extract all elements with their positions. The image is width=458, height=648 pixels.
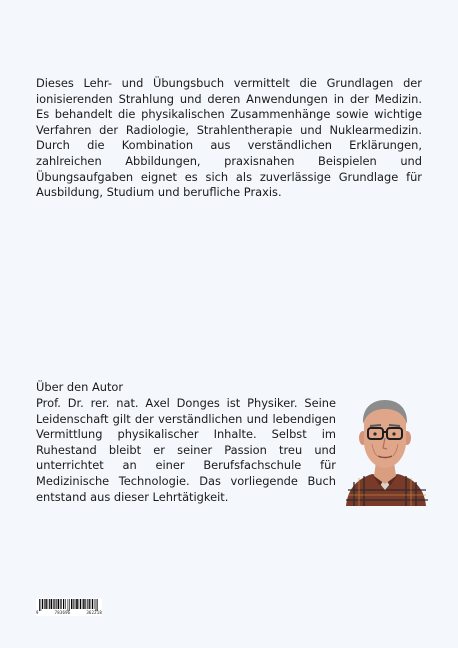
author-portrait-illustration — [342, 394, 428, 506]
about-author-heading: Über den Autor — [36, 380, 124, 394]
barcode-digit-middle: 783696 — [54, 610, 71, 615]
barcode-digits — [36, 610, 102, 615]
barcode-digit-right: 362218 — [86, 610, 102, 615]
back-cover-blurb: Dieses Lehr- und Übungsbuch vermittelt die Grundlagen der ionisierenden Strahlung und deren Anwendungen in der Medizin. Es behandelt die physikalischen Zusammenhänge sowie wichtige Verfahren der Radiologie, Strahlentherapie und Nuklearmedizin. Durch die Kombination aus verständlichen Erklärungen, zahlreichen Abbildungen, praxisnahen Beispielen und Übungsaufgaben eignet es sich als zuverlässige Grundlage für Ausbildung, Studium und berufliche Praxis. — [36, 76, 422, 200]
barcode-digit-left: 9 — [36, 610, 39, 615]
author-bio: Prof. Dr. rer. nat. Axel Donges ist Physiker. Seine Leidenschaft gilt der verständlichen und lebendigen Vermittlung physikalischer Inhalte. Selbst im Ruhestand bleibt er seiner Passion treu und unterrichtet an einer Berufsfachschule für Medizinische Technologie. Das vorliegende Buch entstand aus dieser Lehrtätigkeit. — [36, 396, 336, 504]
